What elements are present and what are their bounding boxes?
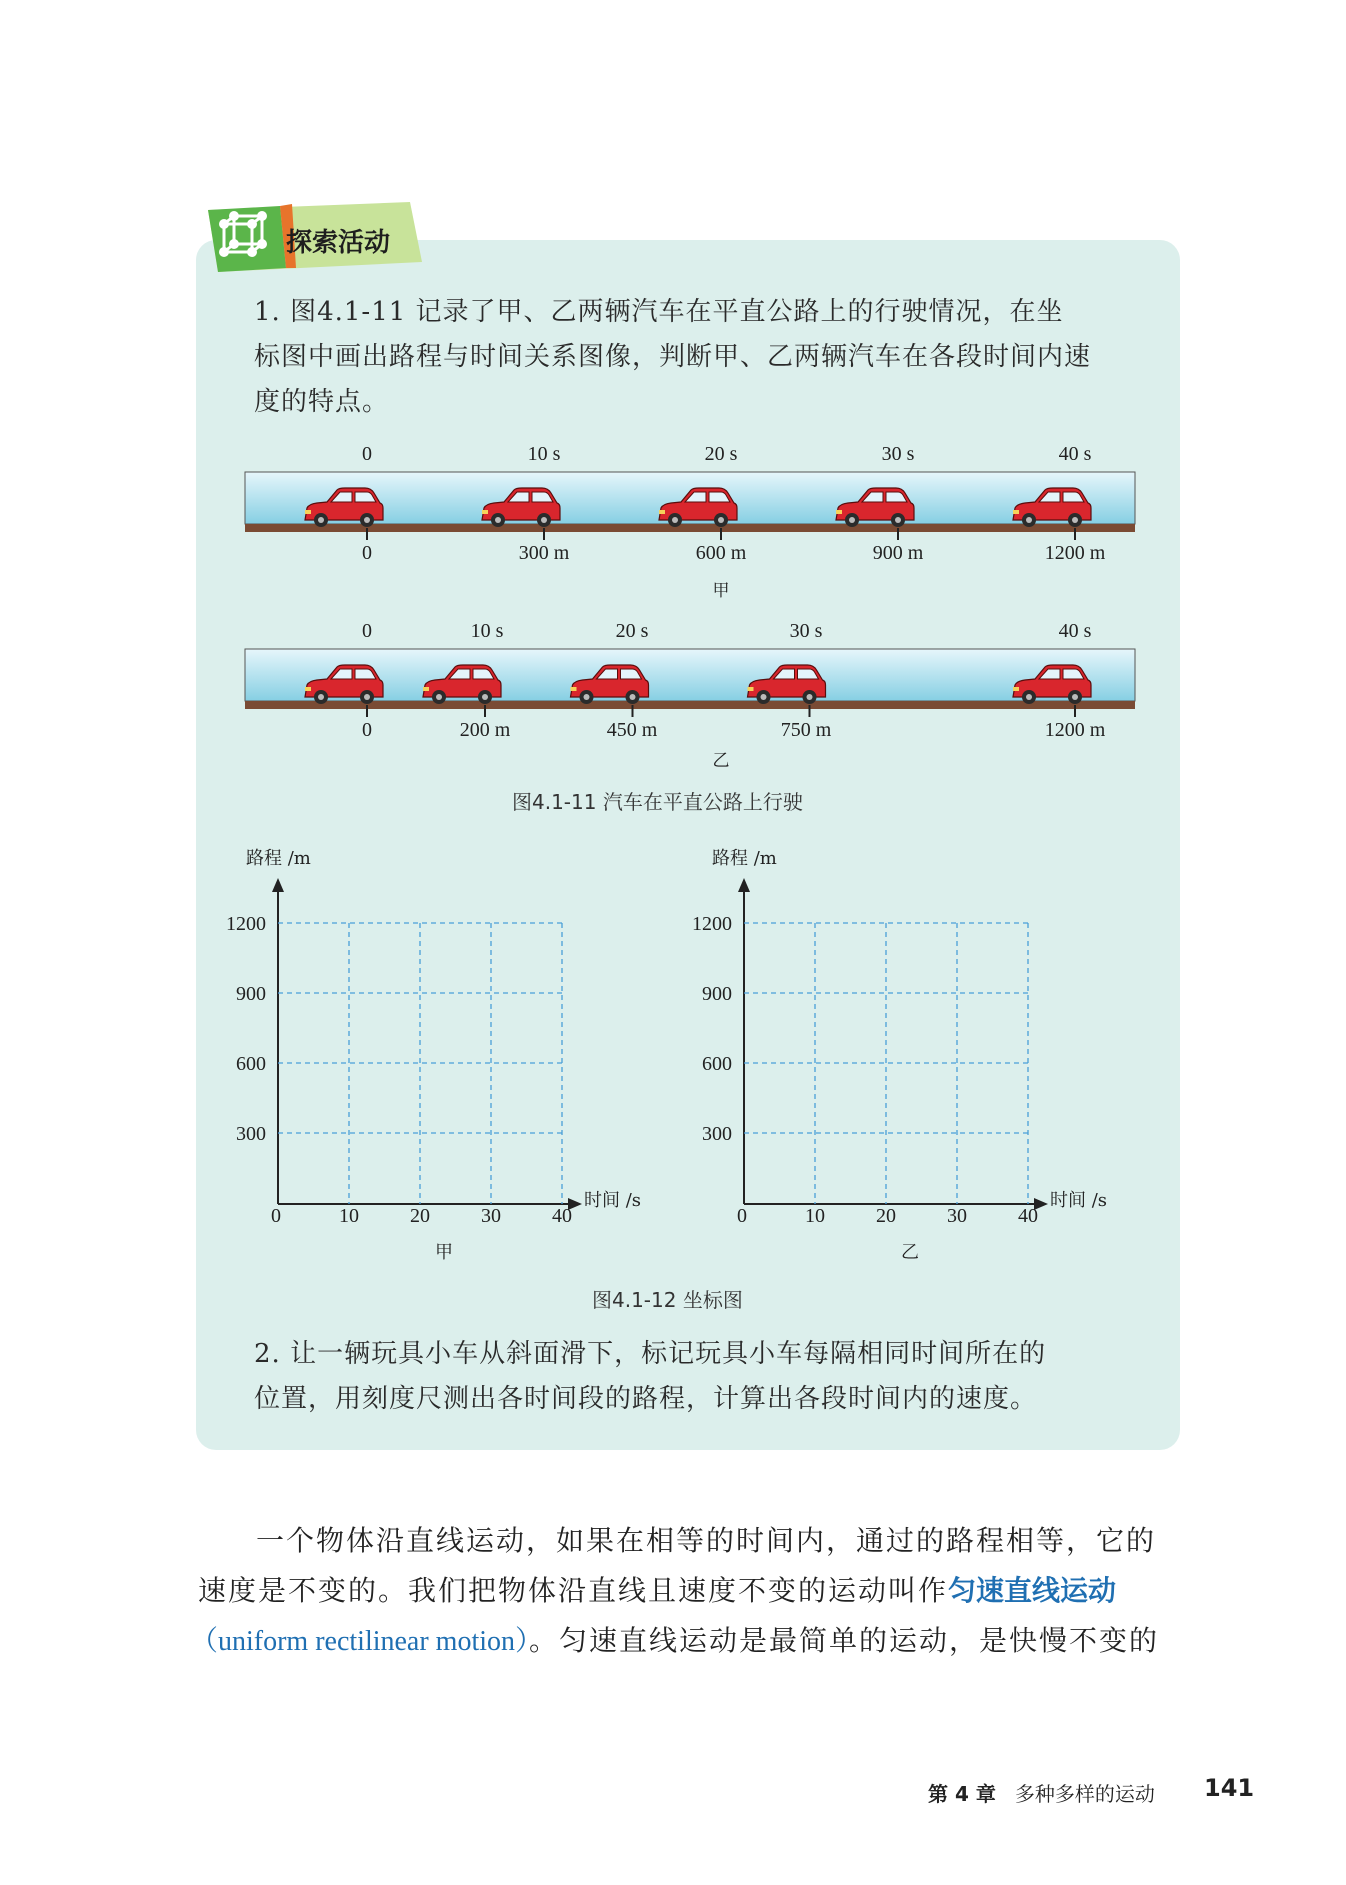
y-tick: 300 (702, 1123, 732, 1145)
x-tick: 0 (271, 1205, 281, 1227)
y-tick: 600 (702, 1053, 732, 1075)
y-tick: 300 (236, 1123, 266, 1145)
road-yi (245, 620, 1135, 771)
x-tick: 20 (410, 1205, 430, 1227)
time-label: 10 s (527, 443, 561, 465)
chapter-number: 第 4 章 (928, 1782, 996, 1806)
distance-label: 1200 m (1044, 542, 1106, 564)
graph-jia (210, 840, 642, 1280)
activity-title: 探索活动 (286, 228, 391, 258)
time-label: 20 s (704, 443, 738, 465)
x-tick: 10 (805, 1205, 825, 1227)
y-tick: 900 (236, 983, 266, 1005)
x-tick: 0 (737, 1205, 747, 1227)
graph-yi (676, 840, 1108, 1280)
distance-labels-jia (362, 542, 1106, 564)
x-axis-label: 时间 /s (1050, 1190, 1108, 1211)
x-axis-label: 时间 /s (584, 1190, 642, 1211)
time-label: 10 s (470, 620, 504, 642)
figure-road-diagram (240, 440, 1140, 780)
x-tick: 10 (339, 1205, 359, 1227)
distance-label: 200 m (459, 719, 511, 741)
y-tick: 1200 (692, 913, 732, 935)
body-line-3 (190, 1616, 1170, 1667)
body-line-1: 一个物体沿直线运动，如果在相等的时间内，通过的路程相等，它的 (256, 1524, 1157, 1557)
y-tick: 600 (236, 1053, 266, 1075)
figure-4-1-11-caption: 图4.1-11 汽车在平直公路上行驶 (512, 790, 803, 814)
grid (278, 923, 562, 1204)
x-tick: 40 (1018, 1205, 1038, 1227)
distance-label: 300 m (518, 542, 570, 564)
x-tick: 30 (947, 1205, 967, 1227)
y-tick: 900 (702, 983, 732, 1005)
label-yi: 乙 (712, 751, 730, 771)
item2-line2: 位置，用刻度尺测出各时间段的路程，计算出各段时间内的速度。 (254, 1384, 1038, 1414)
distance-label: 900 m (872, 542, 924, 564)
time-label: 0 (362, 620, 372, 642)
time-label: 0 (362, 443, 372, 465)
graph-label: 乙 (901, 1242, 919, 1263)
footer-chapter (928, 1778, 1155, 1807)
y-axis-label: 路程 /m (246, 848, 311, 869)
figure-4-1-12-caption: 图4.1-12 坐标图 (592, 1288, 743, 1312)
item1-line2: 标图中画出路程与时间关系图像，判断甲、乙两辆汽车在各段时间内速 (254, 342, 1092, 372)
time-labels-jia (362, 443, 1092, 465)
page-number: 141 (1204, 1774, 1255, 1802)
distance-labels-yi (362, 719, 1106, 741)
x-tick: 30 (481, 1205, 501, 1227)
chapter-title: 多种多样的运动 (1014, 1782, 1155, 1806)
english-term: （uniform rectilinear motion） (190, 1626, 530, 1657)
distance-label: 0 (362, 542, 372, 564)
x-tick: 40 (552, 1205, 572, 1227)
distance-label: 750 m (780, 719, 832, 741)
item1-line3: 度的特点。 (254, 387, 390, 417)
time-label: 20 s (615, 620, 649, 642)
y-tick: 1200 (226, 913, 266, 935)
distance-label: 600 m (695, 542, 747, 564)
item1-line1: 1. 图4.1-11 记录了甲、乙两辆汽车在平直公路上的行驶情况，在坐 (254, 297, 1064, 327)
graph-label: 甲 (435, 1242, 453, 1263)
body-line-2-text: 速度是不变的。我们把物体沿直线且速度不变的运动叫作 (198, 1574, 949, 1607)
label-jia: 甲 (712, 581, 730, 601)
x-tick: 20 (876, 1205, 896, 1227)
time-label: 40 s (1058, 620, 1092, 642)
y-axis-arrow-icon (272, 878, 284, 892)
time-label: 30 s (881, 443, 915, 465)
body-line-3-text: 。匀速直线运动是最简单的运动，是快慢不变的 (529, 1624, 1160, 1657)
item2-line1: 2. 让一辆玩具小车从斜面滑下，标记玩具小车每隔相同时间所在的 (254, 1339, 1047, 1369)
y-axis-label: 路程 /m (712, 848, 777, 869)
time-labels-yi (362, 620, 1092, 642)
body-line-2 (198, 1566, 1178, 1616)
road-jia (245, 443, 1135, 601)
distance-label: 450 m (606, 719, 658, 741)
distance-label: 1200 m (1044, 719, 1106, 741)
time-label: 30 s (789, 620, 823, 642)
time-label: 40 s (1058, 443, 1092, 465)
key-term: 匀速直线运动 (948, 1574, 1117, 1607)
distance-label: 0 (362, 719, 372, 741)
y-axis-arrow-icon (738, 878, 750, 892)
grid (744, 923, 1028, 1204)
